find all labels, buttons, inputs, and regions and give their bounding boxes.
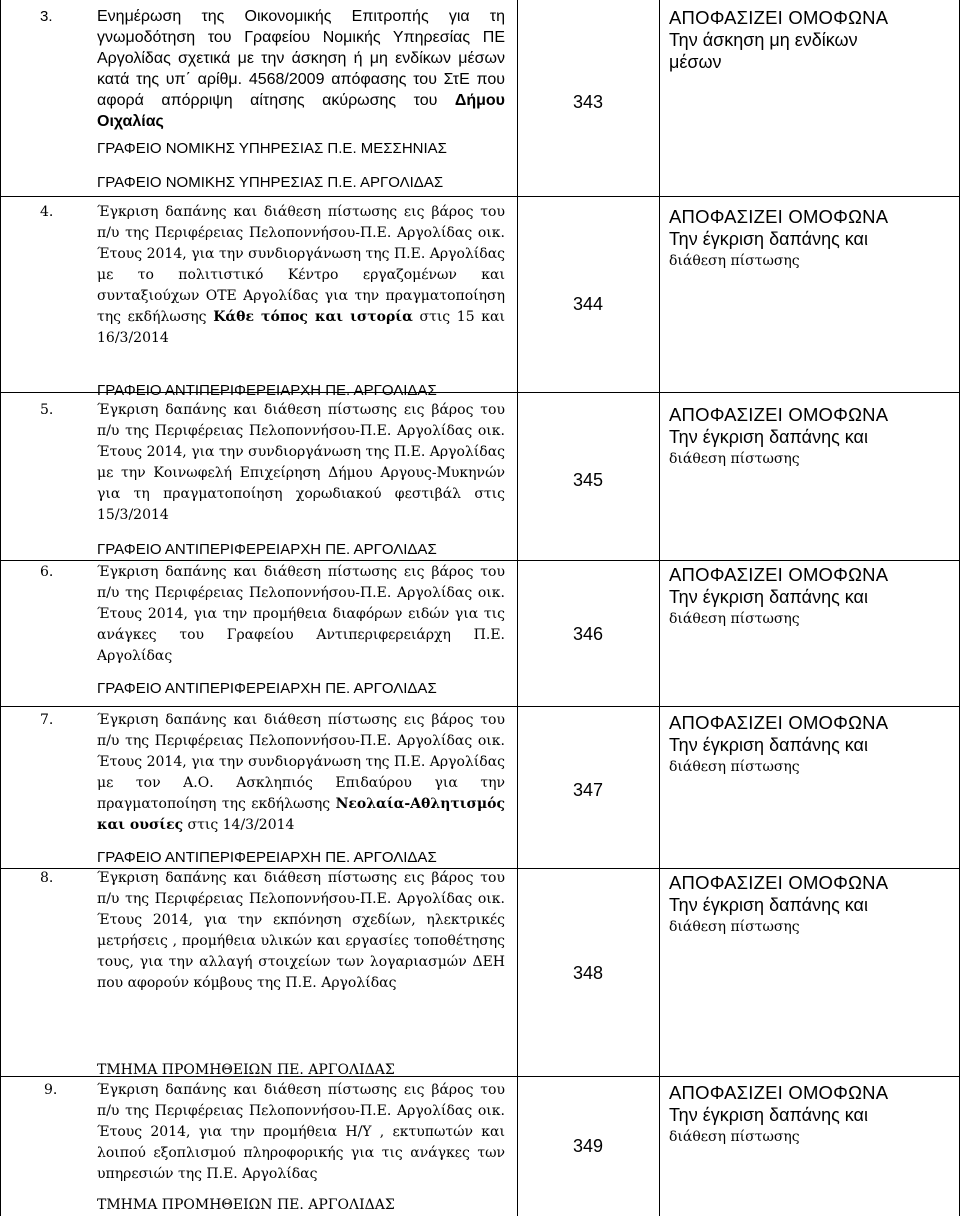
decision xyxy=(669,206,914,272)
department-label: ΓΡΑΦΕΙΟ ΑΝΤΙΠΕΡΙΦΕΡΕΙΑΡΧΗ ΠΕ. ΑΡΓΟΛΙΔΑΣ xyxy=(97,680,437,697)
item-description xyxy=(97,868,505,994)
item-text-bold: Δήμου Οιχαλίας xyxy=(97,92,505,130)
column-divider-code xyxy=(517,0,518,1216)
decision-text: διάθεση πίστωσης xyxy=(669,1129,800,1145)
department-label: ΓΡΑΦΕΙΟ ΑΝΤΙΠΕΡΙΦΕΡΕΙΑΡΧΗ ΠΕ. ΑΡΓΟΛΙΔΑΣ xyxy=(97,382,437,399)
row-divider xyxy=(0,706,960,707)
item-text-bold: Κάθε τόπος και ιστορία xyxy=(213,309,413,325)
decision-text: Την έγκριση δαπάνης και xyxy=(669,427,868,447)
decision-title: ΑΠΟΦΑΣΙΖΕΙ ΟΜΟΦΩΝΑ xyxy=(669,872,889,893)
department-label: ΓΡΑΦΕΙΟ ΑΝΤΙΠΕΡΙΦΕΡΕΙΑΡΧΗ ΠΕ. ΑΡΓΟΛΙΔΑΣ xyxy=(97,849,437,866)
decision-code: 345 xyxy=(572,470,604,490)
row-divider xyxy=(0,560,960,561)
decision-title: ΑΠΟΦΑΣΙΖΕΙ ΟΜΟΦΩΝΑ xyxy=(669,404,889,425)
item-text-bold: Νεολαία-Αθλητισμός και ουσίες xyxy=(97,796,505,833)
decision-text: διάθεση πίστωσης xyxy=(669,451,800,467)
item-number: 3. xyxy=(40,8,53,25)
decision-text: διάθεση πίστωσης xyxy=(669,253,800,269)
item-text: στις 14/3/2014 xyxy=(183,817,295,833)
item-text: Έγκριση δαπάνης και διάθεση πίστωσης εις βάρος του π/υ της Περιφέρειας Πελοποννήσου-Π.Ε. Αργολίδας οικ. Έτους 2014, για την εκπόνηση σχεδίων, ηλεκτρικές μετρήσεις , προμήθεια υλικών και εργασίες τοποθέτησης τους, για την αλλαγή στοιχείων των λογαριασμών ΔΕΗ που αφορούν κόμβους της Π.Ε. Αργολίδας xyxy=(97,870,505,991)
decision xyxy=(669,564,914,630)
decision-code: 346 xyxy=(572,624,604,644)
item-text: Έγκριση δαπάνης και διάθεση πίστωσης εις βάρος του π/υ της Περιφέρειας Πελοποννήσου-Π.Ε. Αργολίδας οικ. Έτους 2014, για την συνδιοργάνωση της Π.Ε. Αργολίδας με την Κοινωφελή Επιχείρηση Δήμου Αργους-Μυκηνών για τη πραγματοποίηση χορωδιακού φεστιβάλ στις 15/3/2014 xyxy=(97,402,505,523)
decision xyxy=(669,872,914,938)
item-number: 6. xyxy=(40,564,54,580)
item-number: 5. xyxy=(40,402,54,418)
item-number: 8. xyxy=(40,870,54,886)
decision-text: διάθεση πίστωσης xyxy=(669,611,800,627)
department-label: ΤΜΗΜΑ ΠΡΟΜΗΘΕΙΩΝ ΠΕ. ΑΡΓΟΛΙΔΑΣ xyxy=(97,1197,395,1213)
row-divider xyxy=(0,196,960,197)
decision-title: ΑΠΟΦΑΣΙΖΕΙ ΟΜΟΦΩΝΑ xyxy=(669,712,889,733)
decision-text: Την έγκριση δαπάνης και xyxy=(669,1105,868,1125)
decision-text: Την έγκριση δαπάνης και xyxy=(669,587,868,607)
decision-text: Την έγκριση δαπάνης και xyxy=(669,895,868,915)
decision-text: Την άσκηση μη ενδίκων xyxy=(669,30,858,50)
decision-code: 348 xyxy=(572,963,604,983)
decision-text: μέσων xyxy=(669,52,722,72)
decision-code: 343 xyxy=(572,92,604,112)
decision-title: ΑΠΟΦΑΣΙΖΕΙ ΟΜΟΦΩΝΑ xyxy=(669,7,889,28)
item-number: 4. xyxy=(40,204,54,220)
item-text: Έγκριση δαπάνης και διάθεση πίστωσης εις βάρος του π/υ της Περιφέρειας Πελοποννήσου-Π.Ε. Αργολίδας οικ. Έτους 2014, για την προμήθεια Η/Υ , εκτυπωτών και λοιπού εξοπλισμού πληροφορικής για τις ανάγκες των υπηρεσιών της Π.Ε. Αργολίδας xyxy=(97,1082,505,1182)
decision-title: ΑΠΟΦΑΣΙΖΕΙ ΟΜΟΦΩΝΑ xyxy=(669,564,889,585)
decision-title: ΑΠΟΦΑΣΙΖΕΙ ΟΜΟΦΩΝΑ xyxy=(669,1082,889,1103)
item-text: Έγκριση δαπάνης και διάθεση πίστωσης εις βάρος του π/υ της Περιφέρειας Πελοποννήσου-Π.Ε. Αργολίδας οικ. Έτους 2014, για την συνδιοργάνωση της Π.Ε. Αργολίδας με το πολιτιστικό Κέντρο εργαζομένων και συνταξιούχων ΟΤΕ Αργολίδας για την πραγματοποίηση της εκδήλωσης xyxy=(97,204,505,325)
item-text: Έγκριση δαπάνης και διάθεση πίστωσης εις βάρος του π/υ της Περιφέρειας Πελοποννήσου-Π.Ε. Αργολίδας οικ. Έτους 2014, για την συνδιοργάνωση της Π.Ε. Αργολίδας με τον Α.Ο. Ασκληπιός Επιδαύρου για την πραγματοποίηση της εκδήλωσης xyxy=(97,712,505,812)
item-description xyxy=(97,710,505,836)
item-description xyxy=(97,400,505,526)
item-description xyxy=(97,202,505,349)
table-border-left xyxy=(0,0,1,1216)
item-number: 7. xyxy=(40,712,54,728)
item-text: στις 15 και 16/3/2014 xyxy=(97,309,505,346)
decision-code: 344 xyxy=(572,294,604,314)
decision-text: Την έγκριση δαπάνης και xyxy=(669,735,868,755)
decision-text: διάθεση πίστωσης xyxy=(669,759,800,775)
item-description xyxy=(97,6,505,132)
department-label: ΓΡΑΦΕΙΟ ΝΟΜΙΚΗΣ ΥΠΗΡΕΣΙΑΣ Π.Ε. ΜΕΣΣΗΝΙΑΣ xyxy=(97,140,447,157)
item-description xyxy=(97,1080,505,1185)
decision-text: διάθεση πίστωσης xyxy=(669,919,800,935)
item-description xyxy=(97,562,505,667)
decision xyxy=(669,7,914,73)
decision xyxy=(669,712,914,778)
decision-text: Την έγκριση δαπάνης και xyxy=(669,229,868,249)
department-label: ΓΡΑΦΕΙΟ ΑΝΤΙΠΕΡΙΦΕΡΕΙΑΡΧΗ ΠΕ. ΑΡΓΟΛΙΔΑΣ xyxy=(97,541,437,558)
column-divider-decision xyxy=(659,0,660,1216)
decision-code: 349 xyxy=(572,1136,604,1156)
department-label: ΓΡΑΦΕΙΟ ΝΟΜΙΚΗΣ ΥΠΗΡΕΣΙΑΣ Π.Ε. ΑΡΓΟΛΙΔΑΣ xyxy=(97,174,444,191)
item-text: Ενημέρωση της Οικονομικής Επιτροπής για τη γνωμοδότηση του Γραφείου Νομικής Υπηρεσίας ΠΕ Αργολίδας σχετικά με την άσκηση ή μη ενδίκων μέσων κατά της υπ΄ αρίθμ. 4568/2009 απόφασης του ΣτΕ που αφορά απόρριψη αίτησης ακύρωσης του xyxy=(97,8,505,109)
item-number: 9. xyxy=(44,1082,58,1098)
decision-code: 347 xyxy=(572,780,604,800)
decision xyxy=(669,1082,914,1148)
decision-title: ΑΠΟΦΑΣΙΖΕΙ ΟΜΟΦΩΝΑ xyxy=(669,206,889,227)
decision xyxy=(669,404,914,470)
department-label: ΤΜΗΜΑ ΠΡΟΜΗΘΕΙΩΝ ΠΕ. ΑΡΓΟΛΙΔΑΣ xyxy=(97,1062,395,1078)
item-text: Έγκριση δαπάνης και διάθεση πίστωσης εις βάρος του π/υ της Περιφέρειας Πελοποννήσου-Π.Ε. Αργολίδας οικ. Έτους 2014, για την προμήθεια διαφόρων ειδών για τις ανάγκες του Γραφείου Αντιπεριφερειάρχη Π.Ε. Αργολίδας xyxy=(97,564,505,664)
